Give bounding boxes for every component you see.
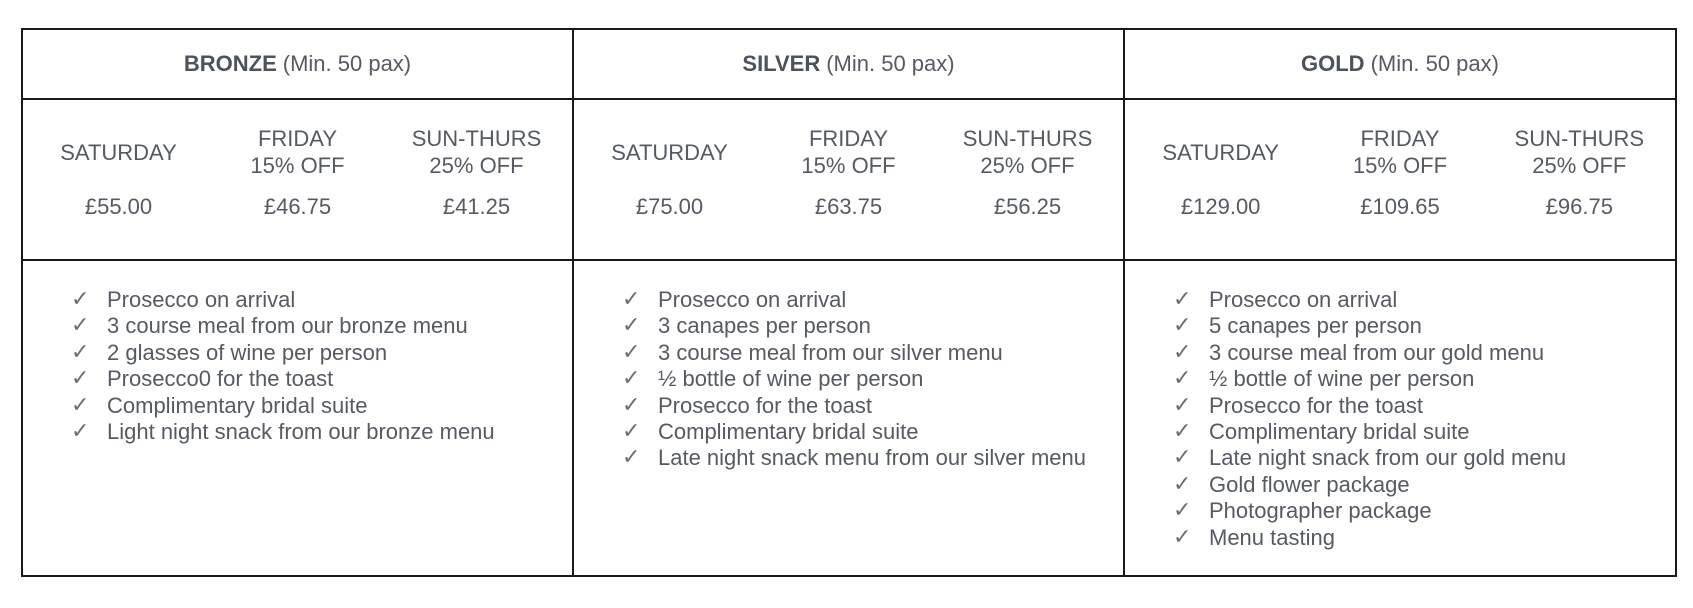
feature-text: Late night snack menu from our silver menu [658,445,1086,471]
checkmark-icon: ✓ [1173,287,1192,312]
day-label: SUN-THURS [1514,126,1645,151]
feature-text: 3 course meal from our gold menu [1209,339,1545,365]
tier-prices-silver [574,100,1125,261]
tier-min-guests: (Min. 50 pax) [282,51,412,76]
feature-text: Light night snack from our bronze menu [107,419,495,445]
price-value: £46.75 [263,194,332,219]
checkmark-icon: ✓ [622,339,641,365]
feature-item [1173,366,1675,392]
discount-label: 15% OFF [1352,153,1448,178]
feature-text: 3 canapes per person [658,313,871,339]
feature-text: ½ bottle of wine per person [658,366,924,392]
feature-item [622,393,1123,419]
price-column [208,100,387,259]
feature-list [622,287,1123,472]
price-value: £55.00 [84,194,153,219]
day-label: FRIDAY [1360,126,1440,151]
price-column [938,100,1117,259]
checkmark-icon: ✓ [71,419,90,445]
price-column [759,100,938,259]
tier-header-silver [574,30,1125,100]
day-label: SATURDAY [1162,139,1279,165]
feature-item [1173,498,1675,524]
feature-text: 3 course meal from our bronze menu [107,313,468,339]
tier-header-gold [1125,30,1675,100]
day-label: FRIDAY [257,126,338,151]
price-column [387,100,566,259]
tier-name: SILVER [742,51,821,76]
feature-item [1173,340,1675,366]
feature-item [622,313,1123,339]
discount-label: 25% OFF [1532,153,1627,178]
feature-text: ½ bottle of wine per person [1209,366,1475,392]
discount-label: 15% OFF [801,153,896,178]
checkmark-icon: ✓ [622,445,641,471]
checkmark-icon: ✓ [1173,392,1192,418]
day-label: SATURDAY [60,139,177,165]
day-label: SATURDAY [611,139,728,165]
price-value: £109.65 [1360,194,1440,219]
checkmark-icon: ✓ [71,287,90,312]
checkmark-icon: ✓ [1173,366,1192,392]
feature-item [71,313,572,339]
day-label: FRIDAY [808,126,889,151]
tier-header-bronze [23,30,574,100]
feature-text: Prosecco on arrival [107,287,296,312]
checkmark-icon: ✓ [71,313,90,339]
checkmark-icon: ✓ [71,339,90,365]
day-label: SUN-THURS [962,126,1093,151]
discount-label: 25% OFF [429,153,524,178]
feature-item [622,366,1123,392]
checkmark-icon: ✓ [1173,339,1192,365]
tier-min-guests: (Min. 50 pax) [1370,51,1499,76]
day-label: SUN-THURS [411,126,542,151]
price-value: £56.25 [993,194,1062,219]
feature-item [71,393,572,419]
feature-text: Menu tasting [1209,524,1335,550]
feature-text: Prosecco0 for the toast [107,366,334,392]
price-value: £41.25 [442,194,511,219]
feature-item [622,445,1123,471]
checkmark-icon: ✓ [71,366,90,392]
feature-item [1173,445,1675,471]
tier-features-bronze [23,261,574,575]
checkmark-icon: ✓ [1173,498,1192,524]
price-value: £129.00 [1180,194,1261,219]
feature-item [71,419,572,445]
checkmark-icon: ✓ [622,287,641,312]
feature-text: Prosecco on arrival [658,287,847,312]
feature-item [71,366,572,392]
feature-text: Late night snack from our gold menu [1209,445,1567,471]
tier-min-guests: (Min. 50 pax) [826,51,955,76]
tier-name: GOLD [1301,51,1365,76]
price-value: £75.00 [635,194,704,219]
feature-item [1173,287,1675,313]
feature-item [622,340,1123,366]
feature-item [1173,419,1675,445]
feature-text: Prosecco for the toast [1209,392,1423,418]
feature-text: 3 course meal from our silver menu [658,339,1003,365]
feature-text: Complimentary bridal suite [1209,419,1470,445]
feature-text: 5 canapes per person [1209,313,1422,339]
checkmark-icon: ✓ [622,392,641,418]
checkmark-icon: ✓ [1173,445,1192,471]
feature-item [622,287,1123,313]
checkmark-icon: ✓ [1173,524,1192,550]
wedding-package-table [21,28,1677,577]
feature-item [1173,472,1675,498]
feature-text: Gold flower package [1209,471,1410,497]
price-value: £96.75 [1545,194,1613,219]
checkmark-icon: ✓ [71,392,90,418]
feature-item [1173,313,1675,339]
feature-text: Prosecco for the toast [658,392,872,418]
tier-features-gold [1125,261,1675,575]
tier-prices-gold [1125,100,1675,261]
price-column [1310,100,1489,259]
checkmark-icon: ✓ [622,419,641,445]
price-column [1131,100,1310,259]
price-value: £63.75 [814,194,883,219]
feature-list [1173,287,1675,551]
discount-label: 15% OFF [250,153,345,178]
price-column [1490,100,1669,259]
tier-name: BRONZE [183,51,277,76]
feature-text: 2 glasses of wine per person [107,339,388,365]
tier-features-silver [574,261,1125,575]
feature-text: Complimentary bridal suite [658,419,919,445]
price-column [29,100,208,259]
feature-item [71,287,572,313]
price-column [580,100,759,259]
checkmark-icon: ✓ [1173,313,1192,339]
feature-text: Photographer package [1209,498,1432,524]
feature-list [71,287,572,445]
tier-prices-bronze [23,100,574,261]
feature-item [1173,393,1675,419]
feature-item [622,419,1123,445]
feature-text: Complimentary bridal suite [107,392,368,418]
checkmark-icon: ✓ [622,366,641,392]
feature-text: Prosecco on arrival [1209,287,1398,312]
feature-item [71,340,572,366]
checkmark-icon: ✓ [622,313,641,339]
feature-item [1173,525,1675,551]
discount-label: 25% OFF [980,153,1075,178]
checkmark-icon: ✓ [1173,471,1192,497]
checkmark-icon: ✓ [1173,419,1192,445]
